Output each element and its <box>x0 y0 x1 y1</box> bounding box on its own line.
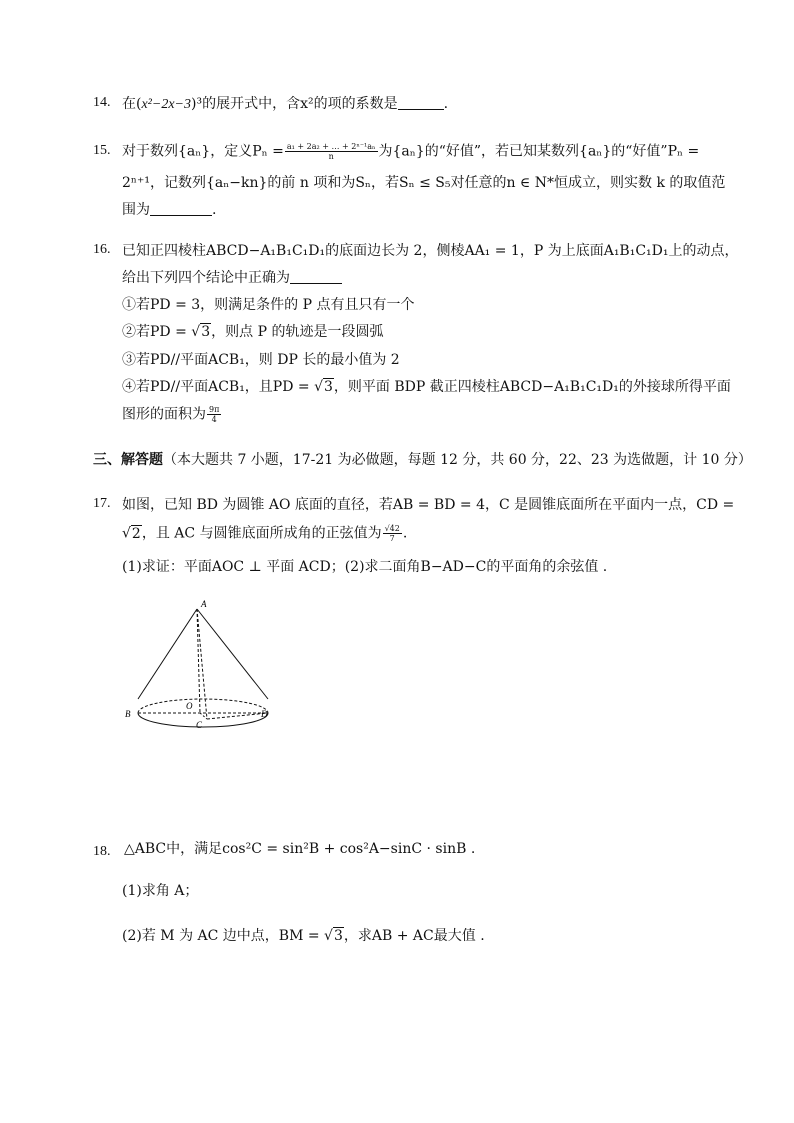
q17-frac-top: √42 <box>384 524 400 533</box>
section3-desc: （本大题共 7 小题，17-21 为必做题，每题 12 分，共 60 分，22、23 为选做题，计 10 分） <box>163 452 752 468</box>
q18-part-2: (2)若 M 为 AC 边中点，BM = √3，求AB + AC最大值 . <box>122 928 485 944</box>
q15-frac-top: a₁ + 2a₂ + … + 2ⁿ⁻¹aₙ <box>286 142 376 151</box>
q15-answer-blank <box>150 201 212 216</box>
q16-o4c: 图形的面积为 <box>122 406 206 423</box>
q15-line-2: 2ⁿ⁺¹，记数列{aₙ−kn}的前 n 项和为Sₙ，若Sₙ ≤ S₅对任意的n ∈ N*恒成立，则实数 k 的取值范 <box>122 175 726 191</box>
q17-line-3: (1)求证：平面AOC ⊥ 平面 ACD；(2)求二面角B−AD−C的平面角的余弦值 . <box>122 559 608 575</box>
q16-option-2: ②若PD = √3，则点 P 的轨迹是一段圆弧 <box>122 324 384 340</box>
q14-text <box>122 95 448 114</box>
section3-title: 三、解答题 <box>93 452 163 468</box>
q16-option-1: ①若PD = 3，则满足条件的 P 点有且只有一个 <box>122 297 415 313</box>
q16-option-4-cont <box>122 405 222 424</box>
q15-number: 15. <box>93 143 111 158</box>
q16-o2-radicand: 3 <box>201 324 211 340</box>
cone-edge-ab <box>138 609 197 699</box>
q17-number: 17. <box>93 496 111 511</box>
q16-option-3: ③若PD//平面ACB₁，则 DP 长的最小值为 2 <box>122 352 400 368</box>
q17-l2end: . <box>402 525 408 542</box>
q16-option-4: ④若PD//平面ACB₁，且PD = √3，则平面 BDP 截正四棱柱ABCD−A₁B₁C₁D₁的外接球所得平面 <box>122 379 731 395</box>
q16-area-fraction <box>207 405 221 424</box>
base-ellipse-back <box>138 699 268 713</box>
section3-heading <box>93 451 752 469</box>
label-a: A <box>201 599 207 609</box>
q17-line-2: √2，且 AC 与圆锥底面所成角的正弦值为 $\frac{√42}{7}$ . <box>122 524 408 543</box>
q16-line-2 <box>122 269 342 287</box>
q18-p2a: (2)若 M 为 AC 边中点，BM = <box>122 928 325 944</box>
q16-frac-top: 9π <box>209 405 220 414</box>
q14-end: . <box>443 96 449 112</box>
q17-frac-bot: 7 <box>389 534 395 543</box>
q17-radicand: 2 <box>131 525 141 542</box>
label-o: O <box>186 701 193 711</box>
q17-l2: ，且 AC 与圆锥底面所成角的正弦值为 <box>141 525 382 542</box>
q18-part-1: (1)求角 A； <box>122 883 199 899</box>
segment-oc <box>200 713 207 719</box>
q15-fraction <box>285 142 378 161</box>
q17-sine-fraction <box>383 524 402 543</box>
q18-p2b: ，求AB + AC最大值 . <box>343 928 485 944</box>
q14-number: 14. <box>93 95 111 110</box>
q15-l1b: 为{aₙ}的“好值”，若已知某数列{aₙ}的“好值”Pₙ = <box>378 143 700 160</box>
q15-l3: 围为 <box>122 202 150 218</box>
q14-post: )³的展开式中，含x²的项的系数是 <box>191 96 398 112</box>
cone-edge-ad <box>197 609 268 699</box>
q18-radicand: 3 <box>333 928 343 944</box>
segment-cd <box>207 713 268 719</box>
q16-o2a: ②若PD = <box>122 324 192 340</box>
q16-frac-bot: 4 <box>211 415 217 424</box>
q15-l1a: 对于数列{aₙ}，定义Pₙ = <box>122 143 284 160</box>
q14-pre: 在( <box>122 96 142 112</box>
q15-line-3 <box>122 201 216 219</box>
q15-l3end: . <box>212 202 217 218</box>
q18-line-1: △ABC中，满足cos²C = sin²B + cos²A−sinC · sinB . <box>124 841 476 857</box>
q16-o4a: ④若PD//平面ACB₁，且PD = <box>122 379 315 395</box>
q16-o4-radicand: 3 <box>324 379 333 395</box>
q15-line-1 <box>122 142 699 161</box>
q16-number: 16. <box>93 242 111 257</box>
label-d: D <box>261 709 268 719</box>
q17-line-1: 如图，已知 BD 为圆锥 AO 底面的直径，若AB = BD = 4，C 是圆锥底面所在平面内一点，CD = <box>122 497 735 513</box>
q14-expr: x²−2x−3 <box>141 97 191 112</box>
q14-answer-blank <box>398 95 444 110</box>
cone-figure <box>120 595 280 735</box>
q16-o2b: ，则点 P 的轨迹是一段圆弧 <box>211 324 384 340</box>
q16-o4b: ，则平面 BDP 截正四棱柱ABCD−A₁B₁C₁D₁的外接球所得平面 <box>333 379 731 395</box>
label-b: B <box>125 709 131 719</box>
q16-line-1: 已知正四棱柱ABCD−A₁B₁C₁D₁的底面边长为 2，侧棱AA₁ = 1，P 为上底面A₁B₁C₁D₁上的动点， <box>122 243 739 259</box>
q16-answer-blank <box>290 269 342 284</box>
label-c: C <box>196 720 203 730</box>
q18-number: 18. <box>93 844 111 859</box>
q15-frac-bot: n <box>328 152 334 161</box>
q16-l2: 给出下列四个结论中正确为 <box>122 270 290 286</box>
